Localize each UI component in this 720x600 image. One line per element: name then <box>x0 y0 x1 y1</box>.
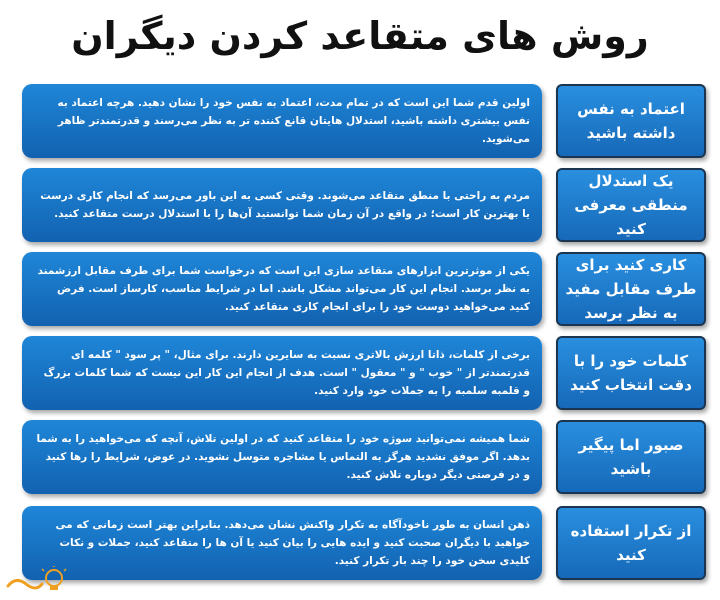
method-row <box>0 336 720 412</box>
method-title: اعتماد به نفس داشته باشید <box>556 84 706 158</box>
method-row <box>0 252 720 328</box>
lightbulb-icon <box>42 566 66 590</box>
method-row <box>0 506 720 582</box>
page-title: روش های متقاعد کردن دیگران <box>71 14 649 58</box>
method-description-box <box>22 420 542 494</box>
method-description: شما همیشه نمی‌توانید سوژه خود را متقاعد کنید که در اولین تلاش، آنچه که می‌خواهید را به شما بدهد. اگر موفق نشدید هرگز به التماس یا مشاجره متوسل نشوید. در عوض، شرایط را رها کنید و در فرصتی دیگر دوباره تلاش کنید. <box>36 433 530 481</box>
method-title: کاری کنید برای طرف مقابل مفید به نظر برسد <box>556 252 706 326</box>
method-description-box <box>22 168 542 242</box>
method-row <box>0 168 720 244</box>
method-row <box>0 84 720 160</box>
method-description-box <box>22 506 542 580</box>
method-description: برخی از کلمات، ذاتا ارزش بالاتری نسبت به سایرین دارند. برای مثال، " پر سود " کلمه ای قدرتمندتر از " خوب " و " معقول " است. هدف از انجام این کار این نیست که شما کلمات بزرگ و قلمبه سلمبه را به جملات خود وارد کنید. <box>43 349 530 397</box>
method-title: یک استدلال منطقی معرفی کنید <box>556 168 706 242</box>
method-title: از تکرار استفاده کنید <box>556 506 706 580</box>
method-title: کلمات خود را با دقت انتخاب کنید <box>556 336 706 410</box>
method-description: مردم به راحتی با منطق متقاعد می‌شوند. وقتی کسی به این باور می‌رسد که انجام کاری درست یا بهترین کار است؛ در واقع در آن زمان شما توانستید آن‌ها را با استدلال درست متقاعد کنید. <box>40 190 530 220</box>
method-row <box>0 420 720 496</box>
method-description-box <box>22 84 542 158</box>
method-title: صبور اما پیگیر باشید <box>556 420 706 494</box>
method-description: ذهن انسان به طور ناخودآگاه به تکرار واکنش نشان می‌دهد. بنابراین بهتر است زمانی که می خواهید با دیگران صحبت کنید و ایده هایی را بیان کنید یا آن ها را متقاعد کنید، جملات و نکات کلیدی سخن خود را چند بار تکرار کنید. <box>55 519 530 567</box>
site-logo <box>2 566 72 596</box>
method-description-box <box>22 336 542 410</box>
method-description: یکی از موثرترین ابزارهای متقاعد سازی این است که درخواست شما برای طرف مقابل ارزشمند به نظر برسد. انجام این کار می‌تواند مشکل باشد. اما در شرایط مناسب، کارساز است. فرض کنید می‌خواهید دوست خود را برای انجام کاری متقاعد کنید. <box>37 265 530 313</box>
method-description: اولین قدم شما این است که در تمام مدت، اعتماد به نفس خود را نشان دهید. هرچه اعتماد به نفس بیشتری داشته باشید، استدلال هایتان قانع کننده تر به نظر می‌رسند و قدرتمندتر ظاهر می‌شوید. <box>57 97 530 145</box>
method-description-box <box>22 252 542 326</box>
